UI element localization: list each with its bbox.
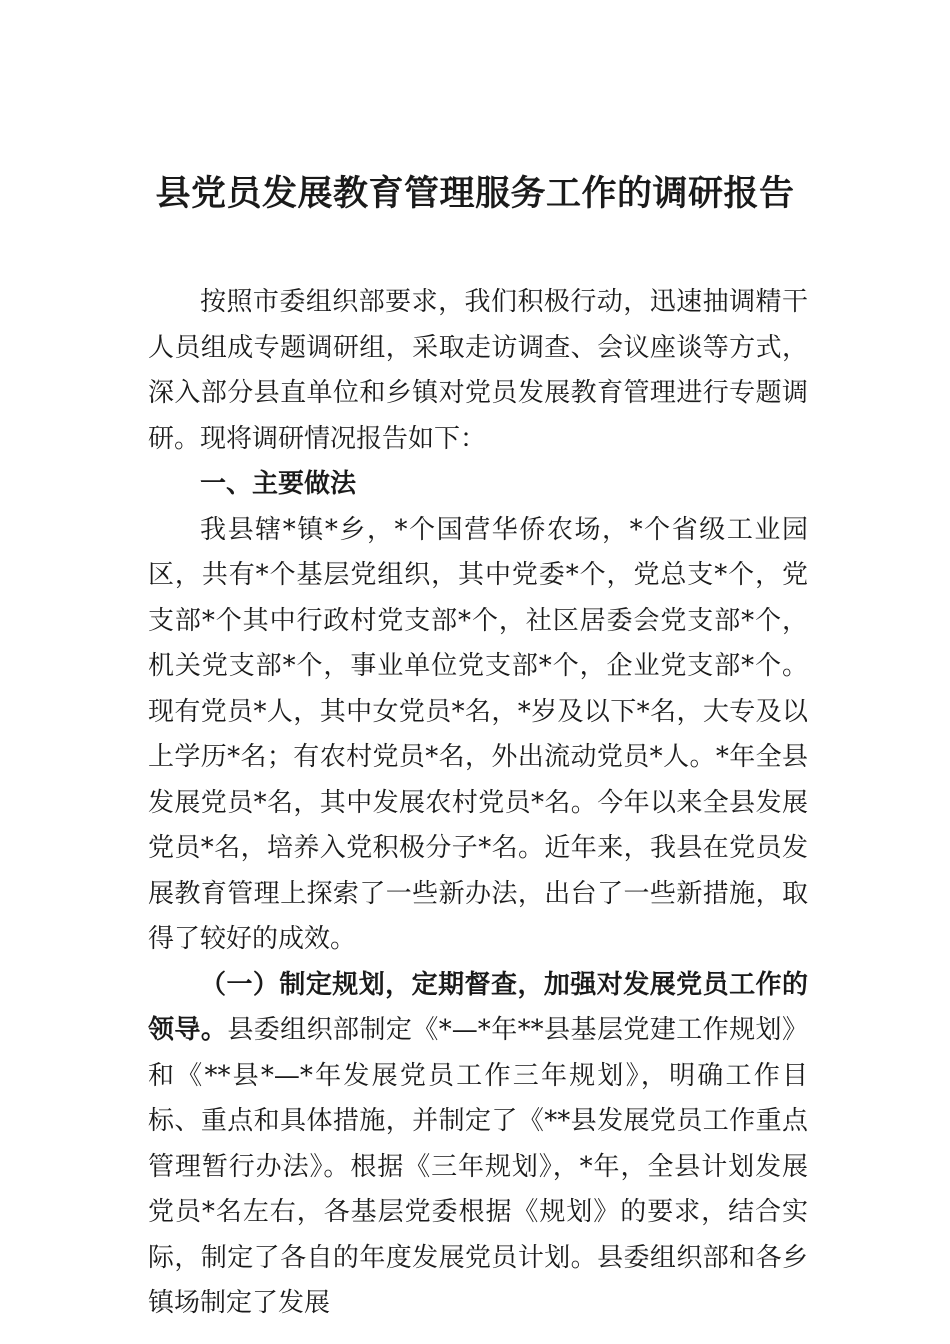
section-paragraph-overview: 我县辖*镇*乡，*个国营华侨农场，*个省级工业园区，共有*个基层党组织，其中党委*个，党总支*个，党支部*个其中行政村党支部*个，社区居委会党支部*个，机关党支部*个，事业单位党支部*个，企业党支部*个。现有党员*人，其中女党员*名，*岁及以下*名，大专及以上学历*名；有农村党员*名，外出流动党员*人。*年全县发展党员*名，其中发展农村党员*名。今年以来全县发展党员*名，培养入党积极分子*名。近年来，我县在党员发展教育管理上探索了一些新办法，出台了一些新措施，取得了较好的成效。 — [148, 514, 808, 954]
intro-paragraph: 按照市委组织部要求，我们积极行动，迅速抽调精干人员组成专题调研组，采取走访调查、会议座谈等方式，深入部分县直单位和乡镇对党员发展教育管理进行专题调研。现将调研情况报告如下： — [148, 287, 808, 454]
subsection-paragraph-planning — [148, 963, 808, 1327]
document-title: 县党员发展教育管理服务工作的调研报告 — [155, 173, 795, 214]
subsection-heading-planning: （一）制定规划，定期督查，加强对发展党员工作的领导。 — [148, 969, 808, 1045]
section-heading-main-practices: 一、主要做法 — [200, 469, 357, 499]
subsection-text-planning: 县委组织部制定《*—*年**县基层党建工作规划》和《**县*—*年发展党员工作三年规划》，明确工作目标、重点和具体措施，并制定了《**县发展党员工作重点管理暂行办法》。根据《三年规划》，*年，全县计划发展党员*名左右，各基层党委根据《规划》的要求，结合实际，制定了各自的年度发展党员计划。县委组织部和各乡镇场制定了发展 — [148, 1015, 808, 1318]
document-body — [148, 280, 808, 1327]
